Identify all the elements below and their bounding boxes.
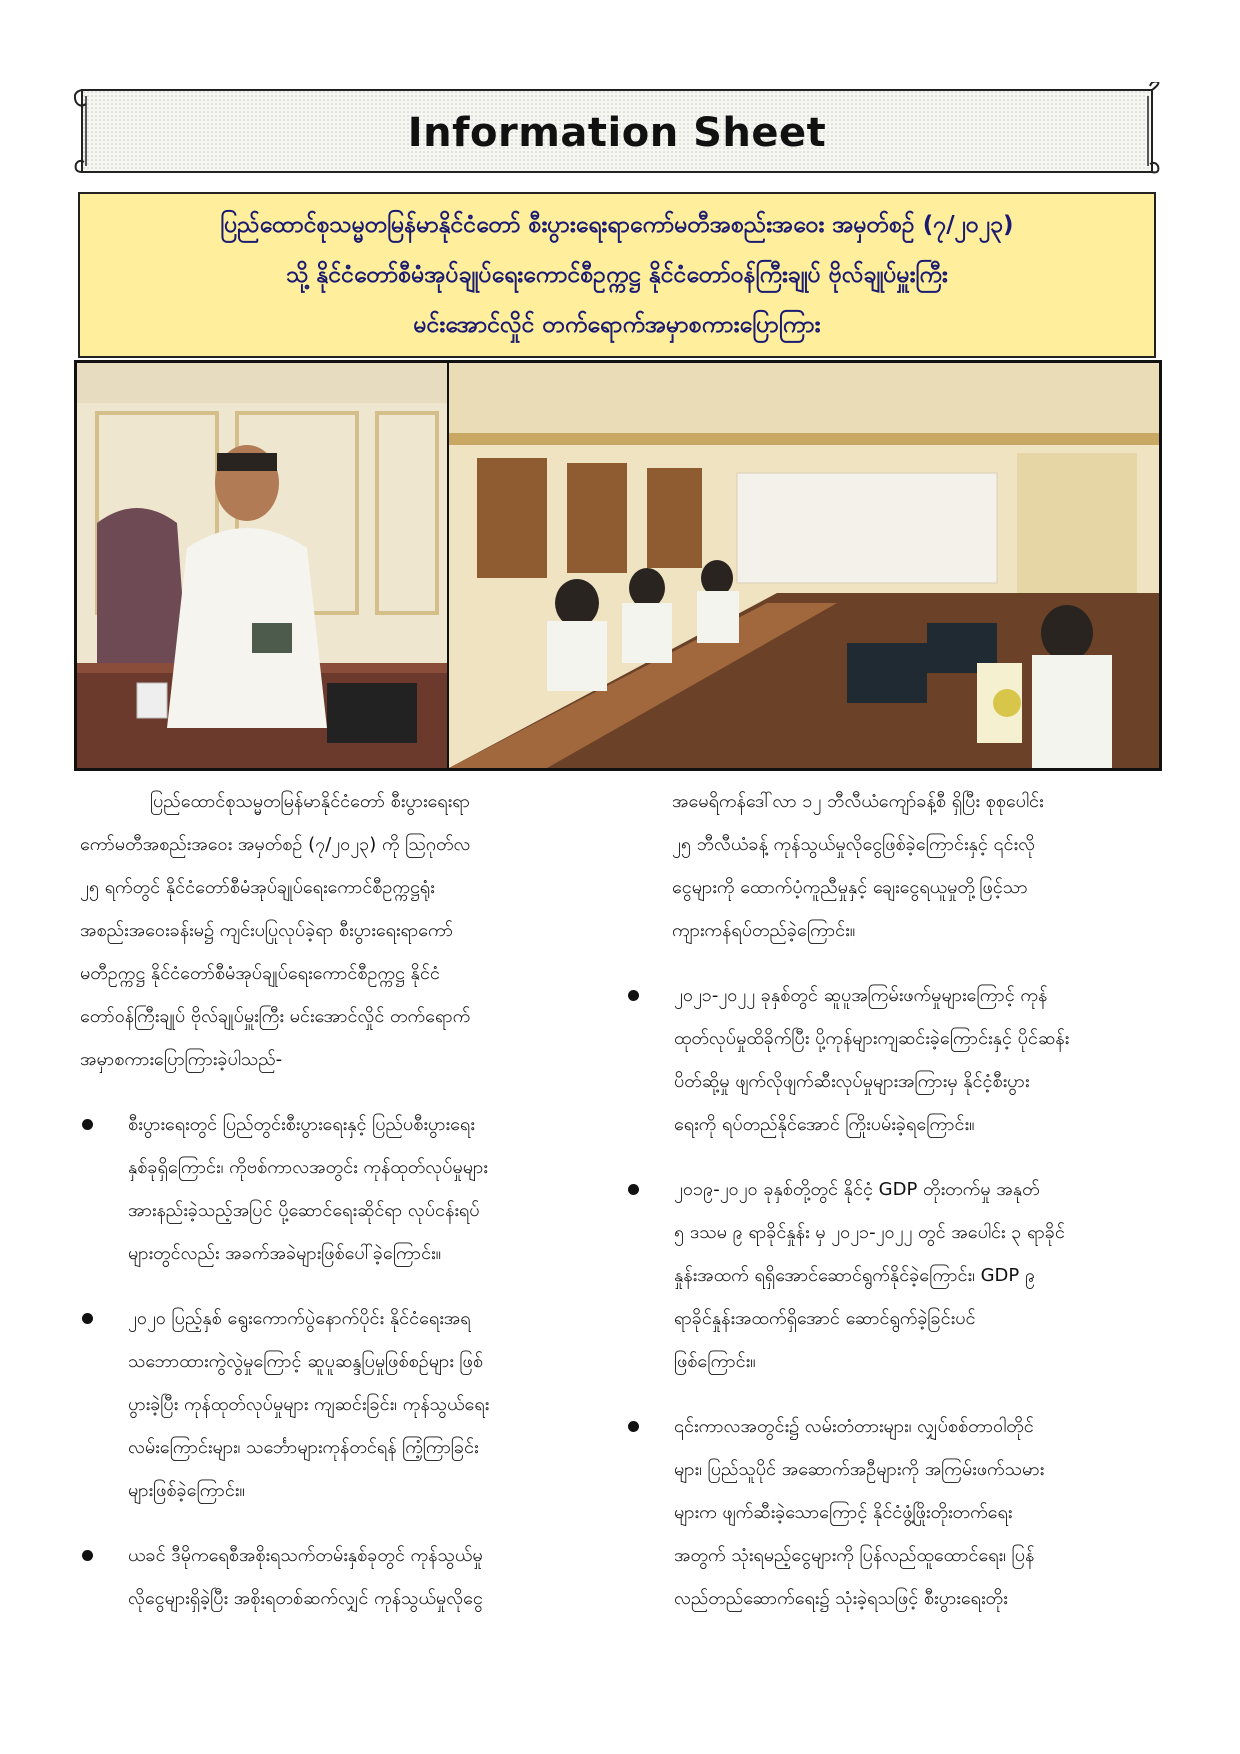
bullet-item <box>80 1103 604 1275</box>
bullet-item <box>626 1405 1156 1620</box>
bullet-line: ယခင် ဒီမိုကရေစီအစိုးရသက်တမ်းနှစ်ခုတွင် ကုန်သွယ်မှု <box>128 1545 483 1566</box>
bullet-line: ၂၀၂၀ ပြည့်နှစ် ရွေးကောက်ပွဲနောက်ပိုင်း နိုင်ငံရေးအရ <box>128 1308 471 1329</box>
bullet-line: များဖြစ်ခဲ့ကြောင်း။ <box>128 1480 245 1501</box>
left-column <box>80 780 604 1620</box>
bullet-line: ရာခိုင်နှုန်းအထက်ရှိအောင် ဆောင်ရွက်ခဲ့ခြင်းပင် <box>674 1308 976 1329</box>
headline-line: မင်းအောင်လှိုင် တက်ရောက်အမှာစကားပြောကြား <box>413 312 821 338</box>
bullet-line: လမ်းကြောင်းများ၊ သင်္ဘောများကုန်တင်ရန် ကြံ့ကြာခြင်း <box>128 1437 479 1458</box>
intro-line: အစည်းအဝေးခန်းမ၌ ကျင်းပပြုလုပ်ခဲ့ရာ စီးပွားရေးရာကော် <box>80 920 454 941</box>
bullet-icon <box>82 1119 93 1130</box>
bullet-item <box>626 974 1156 1146</box>
bullet-line: ပိတ်ဆို့မှု ဖျက်လိုဖျက်ဆီးလုပ်မှုများအကြားမှ နိုင်ငံ့စီးပွား <box>674 1071 1030 1092</box>
bullet-line: ထုတ်လုပ်မှုထိခိုက်ပြီး ပို့ကုန်များကျဆင်းခဲ့ကြောင်းနှင့် ပိုင်ဆန်း <box>674 1028 1070 1049</box>
bullet-item <box>80 1534 604 1620</box>
bullet-item <box>626 1168 1156 1383</box>
bullet-line: ဖြစ်ကြောင်း။ <box>674 1351 756 1372</box>
bullet-line: လိုငွေများရှိခဲ့ပြီး အစိုးရတစ်ဆက်လျှင် ကုန်သွယ်မှုလိုငွေ <box>128 1588 483 1609</box>
bullet-line: အားနည်းခဲ့သည့်အပြင် ပို့ဆောင်ရေးဆိုင်ရာ လုပ်ငန်းရပ် <box>128 1200 480 1221</box>
bullet-line: နှစ်ခုရှိကြောင်း၊ ကိုဗစ်ကာလအတွင်း ကုန်ထုတ်လုပ်မှုများ <box>128 1157 488 1178</box>
headline-line: ပြည်ထောင်စုသမ္မတမြန်မာနိုင်ငံတော် စီးပွားရေးရာကော်မတီအစည်းအဝေး အမှတ်စဉ် (၇/၂၀၂၃) <box>220 212 1014 238</box>
bullet-line: များ၊ ပြည်သူပိုင် အဆောက်အဦများကို အကြမ်းဖက်သမား <box>674 1459 1045 1480</box>
continuation-line: ငွေများကို ထောက်ပံ့ကူညီမှုနှင့် ချေးငွေရယူမှုတို့ဖြင့်သာ <box>672 877 1028 898</box>
bullet-line: စီးပွားရေးတွင် ပြည်တွင်းစီးပွားရေးနှင့် ပြည်ပစီးပွားရေး <box>128 1114 475 1135</box>
bullet-icon <box>628 990 639 1001</box>
bullet-item <box>80 1297 604 1512</box>
bullet-line: ရေးကို ရပ်တည်နိုင်အောင် ကြိုးပမ်းခဲ့ရကြောင်း။ <box>674 1114 975 1135</box>
continuation-line: အမေရိကန်ဒေါ်လာ ၁၂ ဘီလီယံကျော်ခန့်စီ ရှိပြီး စုစုပေါင်း <box>672 791 1044 812</box>
bullet-line: ၎င်းကာလအတွင်း၌ လမ်းတံတားများ၊ လျှပ်စစ်တာဝါတိုင် <box>674 1416 1034 1437</box>
bullet-line: သဘောထားကွဲလွဲမှုကြောင့် ဆူပူဆန္ဒပြမှုဖြစ်စဉ်များ ဖြစ် <box>128 1351 483 1372</box>
title-scroll-banner <box>74 82 1160 180</box>
intro-line: တော်ဝန်ကြီးချုပ် ဗိုလ်ချုပ်မှူးကြီး မင်းအောင်လှိုင် တက်ရောက် <box>80 1006 471 1027</box>
bullet-line: များက ဖျက်ဆီးခဲ့သောကြောင့် နိုင်ငံဖွံ့ဖြိုးတိုးတက်ရေး <box>674 1502 1013 1523</box>
bullet-line: လည်တည်ဆောက်ရေး၌ သုံးခဲ့ရသဖြင့် စီးပွားရေးတိုး <box>674 1588 1008 1609</box>
bullet-icon <box>628 1184 639 1195</box>
headline-box <box>78 192 1156 358</box>
page-title: Information Sheet <box>407 110 827 156</box>
bullet-line: အတွက် သုံးရမည့်ငွေများကို ပြန်လည်ထူထောင်ရေး၊ ပြန် <box>674 1545 1035 1566</box>
bullet-icon <box>82 1313 93 1324</box>
bullet-line: ပွားခဲ့ပြီး ကုန်ထုတ်လုပ်မှုများ ကျဆင်းခြင်း၊ ကုန်သွယ်ရေး <box>128 1394 490 1415</box>
intro-line: ၂၅ ရက်တွင် နိုင်ငံတော်စီမံအုပ်ချုပ်ရေးကောင်စီဥက္ကဋ္ဌရုံး <box>80 877 435 898</box>
intro-line: ပြည်ထောင်စုသမ္မတမြန်မာနိုင်ငံတော် စီးပွားရေးရာ <box>150 791 470 812</box>
committee-meeting-hall-photo <box>449 363 1159 768</box>
intro-line: အမှာစကားပြောကြားခဲ့ပါသည်- <box>80 1049 283 1070</box>
continuation-line: ကျားကန်ရပ်တည်ခဲ့ကြောင်း။ <box>672 920 856 941</box>
right-column <box>626 780 1156 1620</box>
bullet-line: ၂၀၁၉-၂၀၂၀ ခုနှစ်တို့တွင် နိုင်ငံ့ GDP တိုးတက်မှု အနုတ် <box>674 1179 1040 1200</box>
bullet-line: ၂၀၂၁-၂၀၂၂ ခုနှစ်တွင် ဆူပူအကြမ်းဖက်မှုများကြောင့် ကုန် <box>674 985 1048 1006</box>
bullet-icon <box>628 1421 639 1432</box>
continuation-line: ၂၅ ဘီလီယံခန့် ကုန်သွယ်မှုလိုငွေဖြစ်ခဲ့ကြောင်းနှင့် ၎င်းလို <box>672 834 1035 855</box>
headline-line: သို့ နိုင်ငံတော်စီမံအုပ်ချုပ်ရေးကောင်စီဥက္ကဋ္ဌ နိုင်ငံတော်ဝန်ကြီးချုပ် ဗိုလ်ချုပ်မှူးကြီး <box>286 262 948 288</box>
chairman-speaking-photo <box>77 363 447 768</box>
bullet-icon <box>82 1550 93 1561</box>
intro-line: မတီဥက္ကဋ္ဌ နိုင်ငံတော်စီမံအုပ်ချုပ်ရေးကောင်စီဥက္ကဋ္ဌ နိုင်ငံ <box>80 963 440 984</box>
intro-line: ကော်မတီအစည်းအဝေး အမှတ်စဉ် (၇/၂၀၂၃) ကို ဩဂုတ်လ <box>80 834 471 855</box>
bullet-line: ၅ ဒသမ ၉ ရာခိုင်နှုန်း မှ ၂၀၂၁-၂၀၂၂ တွင် အပေါင်း ၃ ရာခိုင် <box>674 1222 1065 1243</box>
bullet-line: နှုန်းအထက် ရရှိအောင်ဆောင်ရွက်နိုင်ခဲ့ကြောင်း၊ GDP ၉ <box>674 1265 1036 1286</box>
photo-panel <box>74 360 1162 771</box>
bullet-line: များတွင်လည်း အခက်အခဲများဖြစ်ပေါ်ခဲ့ကြောင်း။ <box>128 1243 442 1264</box>
